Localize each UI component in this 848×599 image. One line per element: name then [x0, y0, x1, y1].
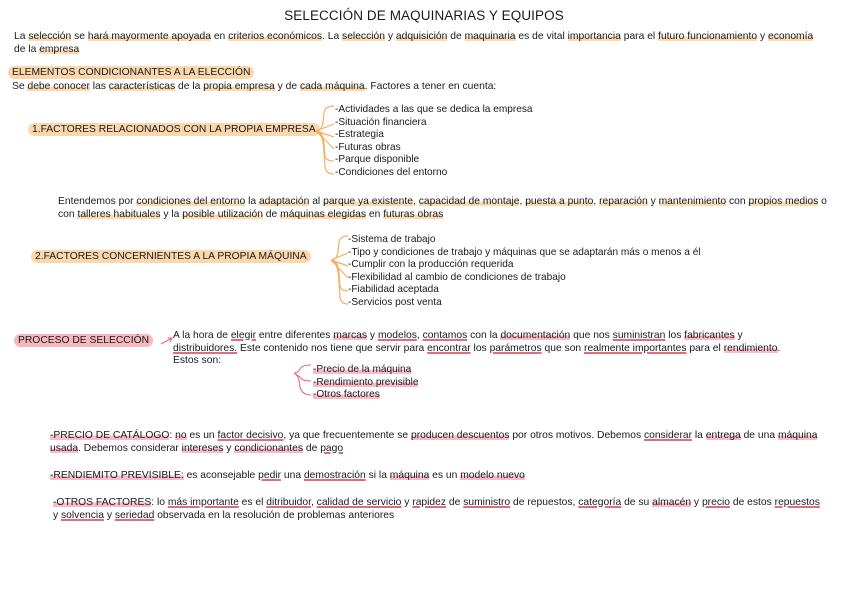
list-item: -Actividades a las que se dedica la empresa	[335, 104, 533, 115]
list-item: -Fiabilidad aceptada	[348, 284, 439, 296]
list-item: -Rendimiento previsible	[313, 376, 419, 388]
rendimiento-paragraph: -RENDIEMITO PREVISIBLE: es aconsejable pedir una demostración si la máquina es un modelo nuevo	[50, 470, 525, 481]
list-item: -Otros factores	[313, 389, 380, 401]
list-item: -Parque disponible	[335, 154, 420, 166]
list-item: -Cumplir con la producción requerida	[348, 259, 514, 271]
factores-maquina-list	[348, 234, 701, 310]
factores-maquina-label: 2.FACTORES CONCERNIENTES A LA PROPIA MÁQUINA	[31, 251, 311, 264]
elementos-paragraph: Se debe conocer las características de la propia empresa y de cada máquina. Factores a tener en cuenta:	[12, 81, 497, 92]
list-item: -Flexibilidad al cambio de condiciones de trabajo	[348, 271, 566, 283]
arrow-proceso	[160, 335, 174, 349]
otros-paragraph: -OTROS FACTORES: lo más importante es el ditribuidor, calidad de servicio y rapidez de suministro de repuestos, categoría de su almacén y precio de estos repuestos y solvencia y seriedad observada en la resolución de problemas anteriores	[53, 497, 820, 521]
list-item: -Sistema de trabajo	[348, 234, 436, 245]
list-item: -Precio de la máquina	[313, 364, 412, 375]
precio-paragraph: -PRECIO DE CATÁLOGO: no es un factor decisivo, ya que frecuentemente se producen descuentos por otros motivos. Debemos considerar la entrega de una máquina usada. Debemos considerar intereses y condicionantes de pago	[50, 430, 818, 454]
proceso-paragraph: A la hora de elegir entre diferentes marcas y modelos, contamos con la documentación que nos suministran los fabricantes y distribuidores. Este contenido nos tiene que servir para encontrar los parámetros que son realmente importantes para el rendimiento. Estos son:	[173, 330, 781, 366]
section-heading-elementos: ELEMENTOS CONDICIONANTES A LA ELECCIÓN	[8, 67, 254, 80]
factores-empresa-list	[335, 104, 533, 180]
page-title: SELECCIÓN DE MAQUINARIAS Y EQUIPOS	[284, 8, 564, 23]
entorno-paragraph: Entendemos por condiciones del entorno la adaptación al parque ya existente, capacidad de montaje, puesta a punto, reparación y mantenimiento con propios medios o con talleres habituales y la posible utilización de máquinas elegidas en futuras obras	[58, 196, 827, 220]
section-heading-proceso: PROCESO DE SELECCIÓN	[14, 335, 153, 348]
intro-paragraph: La selección se hará mayormente apoyada en criterios económicos. La selección y adquisición de maquinaria es de vital importancia para el futuro funcionamiento y economía de la empresa	[14, 31, 814, 55]
proceso-list	[313, 364, 418, 402]
list-item: -Estrategia	[335, 129, 384, 141]
factores-empresa-label: 1.FACTORES RELACIONADOS CON LA PROPIA EMPRESA	[28, 124, 320, 137]
brace-proceso	[292, 363, 314, 401]
list-item: -Tipo y condiciones de trabajo y máquinas que se adaptarán más o menos a él	[348, 246, 701, 258]
list-item: -Servicios post venta	[348, 296, 442, 308]
list-item: -Situación financiera	[335, 116, 427, 128]
list-item: -Condiciones del entorno	[335, 166, 448, 178]
list-item: -Futuras obras	[335, 141, 401, 153]
